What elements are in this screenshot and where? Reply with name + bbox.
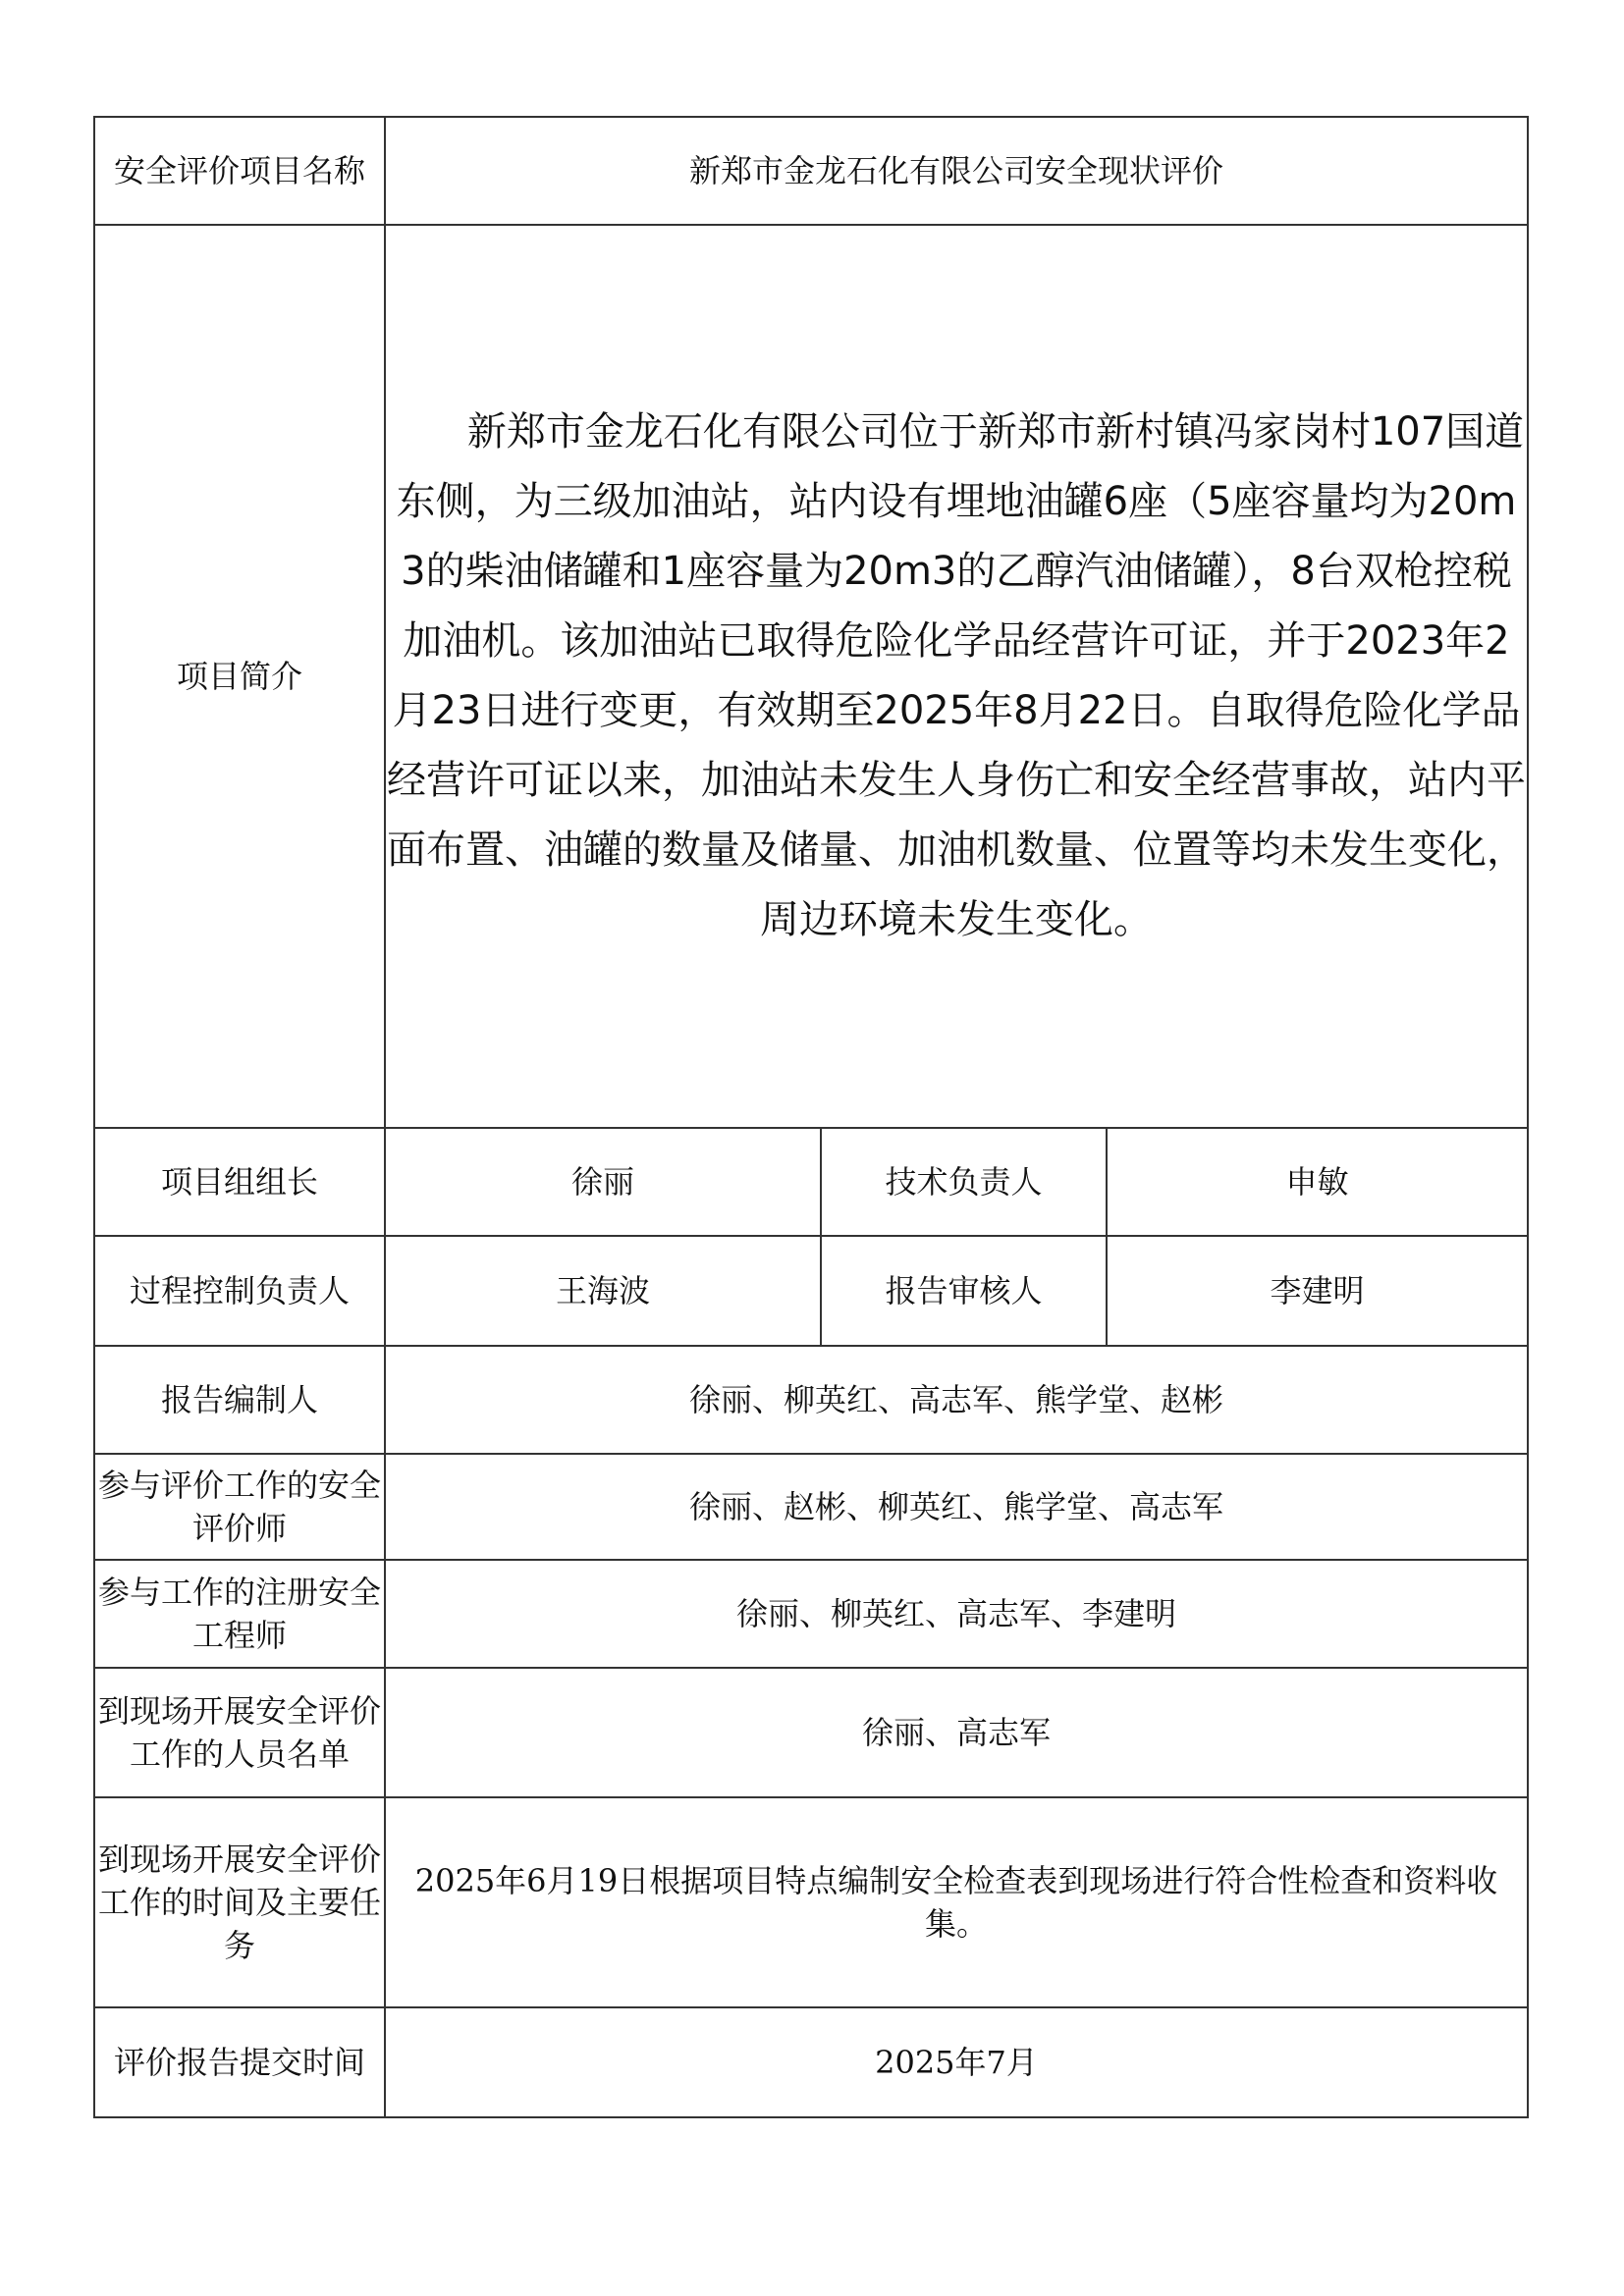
project-name-row <box>94 117 1528 225</box>
reviewer-label: 报告审核人 <box>821 1236 1107 1346</box>
project-intro-row <box>94 225 1528 1128</box>
project-name-value: 新郑市金龙石化有限公司安全现状评价 <box>385 117 1528 225</box>
process-control-label: 过程控制负责人 <box>94 1236 385 1346</box>
leader-row <box>94 1128 1528 1236</box>
compilers-row <box>94 1346 1528 1454</box>
tech-lead-label: 技术负责人 <box>821 1128 1107 1236</box>
engineers-value: 徐丽、柳英红、高志军、李建明 <box>385 1560 1528 1668</box>
onsite-staff-value: 徐丽、高志军 <box>385 1668 1528 1797</box>
submit-time-value: 2025年7月 <box>385 2007 1528 2117</box>
onsite-time-label: 到现场开展安全评价工作的时间及主要任务 <box>94 1797 385 2007</box>
onsite-staff-label: 到现场开展安全评价工作的人员名单 <box>94 1668 385 1797</box>
submit-time-row <box>94 2007 1528 2117</box>
onsite-time-value: 2025年6月19日根据项目特点编制安全检查表到现场进行符合性检查和资料收集。 <box>385 1797 1528 2007</box>
project-intro-label: 项目简介 <box>94 225 385 1128</box>
leader-label: 项目组组长 <box>94 1128 385 1236</box>
compilers-label: 报告编制人 <box>94 1346 385 1454</box>
engineers-label: 参与工作的注册安全工程师 <box>94 1560 385 1668</box>
evaluators-value: 徐丽、赵彬、柳英红、熊学堂、高志军 <box>385 1454 1528 1560</box>
tech-lead-value: 申敏 <box>1107 1128 1528 1236</box>
project-intro-cell <box>385 225 1528 1128</box>
submit-time-label: 评价报告提交时间 <box>94 2007 385 2117</box>
process-control-value: 王海波 <box>385 1236 821 1346</box>
project-intro-text: 新郑市金龙石化有限公司位于新郑市新村镇冯家岗村107国道东侧，为三级加油站，站内设有埋地油罐6座（5座容量均为20m3的柴油储罐和1座容量为20m3的乙醇汽油储罐），8台双枪控税加油机。该加油站已取得危险化学品经营许可证，并于2023年2月23日进行变更，有效期至2025年8月22日。自取得危险化学品经营许可证以来，加油站未发生人身伤亡和安全经营事故，站内平面布置、油罐的数量及储量、加油机数量、位置等均未发生变化，周边环境未发生变化。 <box>387 409 1526 942</box>
evaluation-info-table <box>93 116 1529 2118</box>
process-control-row <box>94 1236 1528 1346</box>
onsite-time-row <box>94 1797 1528 2007</box>
project-name-label: 安全评价项目名称 <box>94 117 385 225</box>
compilers-value: 徐丽、柳英红、高志军、熊学堂、赵彬 <box>385 1346 1528 1454</box>
reviewer-value: 李建明 <box>1107 1236 1528 1346</box>
leader-value: 徐丽 <box>385 1128 821 1236</box>
onsite-staff-row <box>94 1668 1528 1797</box>
evaluators-row <box>94 1454 1528 1560</box>
engineers-row <box>94 1560 1528 1668</box>
evaluators-label: 参与评价工作的安全评价师 <box>94 1454 385 1560</box>
